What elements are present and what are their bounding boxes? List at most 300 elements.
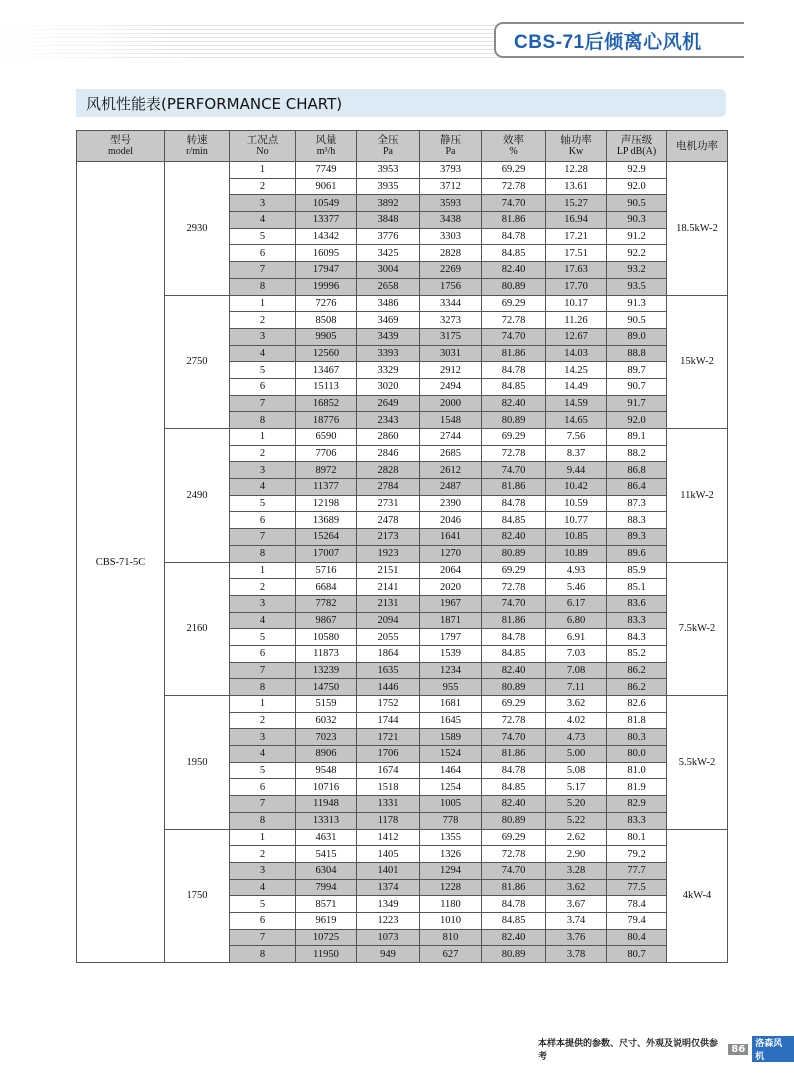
table-cell: 7276: [296, 295, 357, 312]
table-cell: 90.7: [607, 378, 667, 395]
table-cell: 5: [230, 762, 296, 779]
table-cell: 4: [230, 746, 296, 763]
table-cell: 9905: [296, 328, 357, 345]
table-cell: 3.67: [546, 896, 607, 913]
table-cell: 3469: [357, 312, 420, 329]
table-cell: 3439: [357, 328, 420, 345]
table-cell: 2649: [357, 395, 420, 412]
table-cell: 82.40: [482, 262, 546, 279]
table-cell: 7.11: [546, 679, 607, 696]
table-cell: 1: [230, 562, 296, 579]
table-cell: 77.7: [607, 862, 667, 879]
table-cell: 84.78: [482, 362, 546, 379]
table-cell: 16095: [296, 245, 357, 262]
table-cell: 80.1: [607, 829, 667, 846]
table-cell: 10.59: [546, 495, 607, 512]
table-cell: 13239: [296, 662, 357, 679]
table-cell: 7.03: [546, 645, 607, 662]
table-cell: 81.0: [607, 762, 667, 779]
table-cell: 3.62: [546, 879, 607, 896]
table-cell: 82.40: [482, 796, 546, 813]
table-cell: 1254: [420, 779, 482, 796]
table-cell: 778: [420, 812, 482, 829]
table-cell: 1756: [420, 278, 482, 295]
table-cell: 7: [230, 662, 296, 679]
table-cell: 4: [230, 879, 296, 896]
table-cell: 9867: [296, 612, 357, 629]
table-cell: 1234: [420, 662, 482, 679]
table-cell: 13.61: [546, 178, 607, 195]
table-cell: 7: [230, 929, 296, 946]
table-cell: 2.90: [546, 846, 607, 863]
table-cell: 4.93: [546, 562, 607, 579]
table-cell: 1349: [357, 896, 420, 913]
table-cell: 3793: [420, 162, 482, 179]
table-cell: 5: [230, 495, 296, 512]
table-header-row: [77, 131, 728, 162]
table-cell: 8571: [296, 896, 357, 913]
table-cell: 1073: [357, 929, 420, 946]
header-sound-level: 声压级 LP dB(A): [607, 131, 667, 162]
header-model: 型号 model: [77, 131, 165, 162]
table-cell: 1641: [420, 529, 482, 546]
table-cell: 4: [230, 479, 296, 496]
table-cell: 17947: [296, 262, 357, 279]
table-cell: 90.3: [607, 212, 667, 229]
table-cell: 1223: [357, 912, 420, 929]
table-cell: 7994: [296, 879, 357, 896]
table-cell: 7: [230, 796, 296, 813]
table-cell: 4.02: [546, 712, 607, 729]
table-cell: 92.0: [607, 178, 667, 195]
table-cell: 8: [230, 278, 296, 295]
table-cell: 3344: [420, 295, 482, 312]
table-cell: 81.86: [482, 746, 546, 763]
table-cell: 74.70: [482, 195, 546, 212]
table-cell: 86.2: [607, 679, 667, 696]
model-cell: CBS-71-5C: [77, 162, 165, 963]
motor-power-cell: 7.5kW-2: [667, 562, 728, 696]
table-cell: 84.85: [482, 512, 546, 529]
table-cell: 1871: [420, 612, 482, 629]
table-cell: 5.00: [546, 746, 607, 763]
header-speed: 转速 r/min: [165, 131, 230, 162]
table-cell: 1228: [420, 879, 482, 896]
table-cell: 6: [230, 779, 296, 796]
table-cell: 82.40: [482, 395, 546, 412]
table-cell: 80.89: [482, 278, 546, 295]
table-cell: 9548: [296, 762, 357, 779]
table-cell: 1797: [420, 629, 482, 646]
table-cell: 13467: [296, 362, 357, 379]
table-cell: 3712: [420, 178, 482, 195]
table-cell: 79.4: [607, 912, 667, 929]
table-cell: 81.8: [607, 712, 667, 729]
table-cell: 955: [420, 679, 482, 696]
table-cell: 1178: [357, 812, 420, 829]
table-cell: 84.85: [482, 378, 546, 395]
header-efficiency: 效率 %: [482, 131, 546, 162]
table-cell: 10.77: [546, 512, 607, 529]
table-cell: 90.5: [607, 195, 667, 212]
table-cell: 74.70: [482, 462, 546, 479]
table-cell: 83.3: [607, 612, 667, 629]
table-cell: 3.76: [546, 929, 607, 946]
table-cell: 11377: [296, 479, 357, 496]
table-cell: 2141: [357, 579, 420, 596]
table-cell: 4: [230, 612, 296, 629]
table-cell: 1331: [357, 796, 420, 813]
table-cell: 1674: [357, 762, 420, 779]
table-cell: 91.3: [607, 295, 667, 312]
table-cell: 8: [230, 412, 296, 429]
table-cell: 2094: [357, 612, 420, 629]
table-cell: 17.21: [546, 228, 607, 245]
page-title: CBS-71后倾离心风机: [514, 31, 702, 53]
table-cell: 91.2: [607, 228, 667, 245]
table-cell: 4: [230, 345, 296, 362]
header-airflow: 风量 m³/h: [296, 131, 357, 162]
table-cell: 18776: [296, 412, 357, 429]
table-cell: 72.78: [482, 846, 546, 863]
table-cell: 1864: [357, 645, 420, 662]
table-cell: 6.91: [546, 629, 607, 646]
header-static-pressure: 静压 Pa: [420, 131, 482, 162]
table-cell: 84.78: [482, 762, 546, 779]
table-cell: 12.28: [546, 162, 607, 179]
table-cell: 5.22: [546, 812, 607, 829]
table-cell: 5.17: [546, 779, 607, 796]
table-cell: 14.49: [546, 378, 607, 395]
table-cell: 15264: [296, 529, 357, 546]
table-cell: 2390: [420, 495, 482, 512]
table-cell: 6032: [296, 712, 357, 729]
table-cell: 3486: [357, 295, 420, 312]
table-cell: 2151: [357, 562, 420, 579]
table-cell: 84.78: [482, 896, 546, 913]
table-cell: 2860: [357, 429, 420, 446]
table-cell: 2.62: [546, 829, 607, 846]
table-cell: 5159: [296, 696, 357, 713]
table-cell: 2046: [420, 512, 482, 529]
table-cell: 7.08: [546, 662, 607, 679]
table-cell: 8: [230, 812, 296, 829]
table-cell: 93.2: [607, 262, 667, 279]
table-cell: 1270: [420, 545, 482, 562]
table-cell: 92.0: [607, 412, 667, 429]
table-cell: 1645: [420, 712, 482, 729]
table-cell: 3329: [357, 362, 420, 379]
table-cell: 3425: [357, 245, 420, 262]
table-cell: 74.70: [482, 862, 546, 879]
table-cell: 10.42: [546, 479, 607, 496]
table-cell: 5415: [296, 846, 357, 863]
table-row: [77, 696, 728, 713]
table-cell: 84.78: [482, 228, 546, 245]
table-cell: 16852: [296, 395, 357, 412]
table-cell: 1744: [357, 712, 420, 729]
table-cell: 83.3: [607, 812, 667, 829]
table-cell: 1401: [357, 862, 420, 879]
table-cell: 3: [230, 729, 296, 746]
table-cell: 14.03: [546, 345, 607, 362]
table-cell: 1635: [357, 662, 420, 679]
table-cell: 80.89: [482, 545, 546, 562]
table-cell: 6: [230, 378, 296, 395]
table-cell: 7: [230, 395, 296, 412]
table-cell: 2: [230, 712, 296, 729]
table-cell: 2064: [420, 562, 482, 579]
table-cell: 1706: [357, 746, 420, 763]
table-cell: 14.59: [546, 395, 607, 412]
table-cell: 11.26: [546, 312, 607, 329]
header-shaft-power: 轴功率 Kw: [546, 131, 607, 162]
table-cell: 5.08: [546, 762, 607, 779]
table-cell: 7: [230, 262, 296, 279]
table-cell: 2173: [357, 529, 420, 546]
table-row: [77, 829, 728, 846]
table-cell: 72.78: [482, 312, 546, 329]
table-cell: 82.40: [482, 929, 546, 946]
table-cell: 1464: [420, 762, 482, 779]
table-cell: 7: [230, 529, 296, 546]
table-cell: 84.85: [482, 645, 546, 662]
table-row: [77, 162, 728, 179]
table-cell: 6: [230, 245, 296, 262]
table-cell: 84.78: [482, 495, 546, 512]
table-cell: 7706: [296, 445, 357, 462]
table-cell: 80.89: [482, 946, 546, 963]
table-cell: 6: [230, 912, 296, 929]
performance-table: [76, 130, 728, 963]
page-number: 86: [728, 1044, 748, 1055]
table-cell: 81.86: [482, 612, 546, 629]
table-cell: 3175: [420, 328, 482, 345]
footer: [538, 1036, 794, 1062]
table-body: [77, 162, 728, 963]
header-motor-power: 电机功率: [667, 131, 728, 162]
table-cell: 1010: [420, 912, 482, 929]
table-cell: 2343: [357, 412, 420, 429]
table-cell: 72.78: [482, 712, 546, 729]
table-row: [77, 562, 728, 579]
table-cell: 10549: [296, 195, 357, 212]
table-cell: 17.70: [546, 278, 607, 295]
table-cell: 83.6: [607, 595, 667, 612]
table-cell: 6.17: [546, 595, 607, 612]
table-cell: 88.2: [607, 445, 667, 462]
table-cell: 1005: [420, 796, 482, 813]
table-cell: 80.0: [607, 746, 667, 763]
table-cell: 91.7: [607, 395, 667, 412]
table-cell: 1: [230, 696, 296, 713]
table-cell: 72.78: [482, 178, 546, 195]
table-cell: 1: [230, 829, 296, 846]
table-cell: 89.1: [607, 429, 667, 446]
table-cell: 3273: [420, 312, 482, 329]
table-cell: 5: [230, 896, 296, 913]
table-cell: 1923: [357, 545, 420, 562]
table-cell: 82.9: [607, 796, 667, 813]
table-cell: 3.78: [546, 946, 607, 963]
table-cell: 2: [230, 312, 296, 329]
table-cell: 3: [230, 462, 296, 479]
table-cell: 4.73: [546, 729, 607, 746]
table-cell: 2131: [357, 595, 420, 612]
table-cell: 89.0: [607, 328, 667, 345]
table-cell: 2055: [357, 629, 420, 646]
table-cell: 85.9: [607, 562, 667, 579]
table-cell: 80.4: [607, 929, 667, 946]
table-cell: 2020: [420, 579, 482, 596]
table-cell: 2744: [420, 429, 482, 446]
header-point: 工况点 No: [230, 131, 296, 162]
table-cell: 1589: [420, 729, 482, 746]
table-cell: 84.3: [607, 629, 667, 646]
table-cell: 1405: [357, 846, 420, 863]
table-cell: 92.2: [607, 245, 667, 262]
table-cell: 5.46: [546, 579, 607, 596]
table-cell: 8: [230, 946, 296, 963]
section-header: [76, 89, 726, 117]
table-cell: 2612: [420, 462, 482, 479]
table-cell: 1355: [420, 829, 482, 846]
table-cell: 14750: [296, 679, 357, 696]
table-cell: 1539: [420, 645, 482, 662]
table-cell: 1412: [357, 829, 420, 846]
table-cell: 11948: [296, 796, 357, 813]
footer-note: 本样本提供的参数、尺寸、外观及说明仅供参考: [538, 1039, 719, 1062]
motor-power-cell: 4kW-4: [667, 829, 728, 963]
table-cell: 2784: [357, 479, 420, 496]
table-cell: 2731: [357, 495, 420, 512]
table-cell: 80.89: [482, 812, 546, 829]
table-cell: 89.3: [607, 529, 667, 546]
table-cell: 4: [230, 212, 296, 229]
table-cell: 3: [230, 595, 296, 612]
speed-cell: 2490: [165, 429, 230, 563]
table-cell: 14.25: [546, 362, 607, 379]
table-cell: 2269: [420, 262, 482, 279]
table-row: [77, 429, 728, 446]
table-cell: 82.40: [482, 662, 546, 679]
motor-power-cell: 18.5kW-2: [667, 162, 728, 296]
table-cell: 1752: [357, 696, 420, 713]
table-cell: 2494: [420, 378, 482, 395]
table-cell: 82.6: [607, 696, 667, 713]
table-cell: 13313: [296, 812, 357, 829]
table-cell: 14342: [296, 228, 357, 245]
table-cell: 6684: [296, 579, 357, 596]
table-cell: 2912: [420, 362, 482, 379]
table-cell: 81.86: [482, 345, 546, 362]
table-cell: 10725: [296, 929, 357, 946]
speed-cell: 1950: [165, 696, 230, 830]
table-cell: 3020: [357, 378, 420, 395]
table-cell: 81.86: [482, 212, 546, 229]
table-cell: 3004: [357, 262, 420, 279]
table-cell: 84.85: [482, 779, 546, 796]
table-cell: 3.74: [546, 912, 607, 929]
table-cell: 9061: [296, 178, 357, 195]
speed-cell: 1750: [165, 829, 230, 963]
header-total-pressure: 全压 Pa: [357, 131, 420, 162]
table-cell: 13689: [296, 512, 357, 529]
table-cell: 10716: [296, 779, 357, 796]
table-cell: 3776: [357, 228, 420, 245]
table-cell: 10.17: [546, 295, 607, 312]
table-cell: 1326: [420, 846, 482, 863]
header-title-box: [494, 22, 744, 58]
section-title: 风机性能表(PERFORMANCE CHART): [86, 94, 343, 113]
table-cell: 1681: [420, 696, 482, 713]
table-cell: 82.40: [482, 529, 546, 546]
table-cell: 10.89: [546, 545, 607, 562]
speed-cell: 2750: [165, 295, 230, 429]
table-cell: 2658: [357, 278, 420, 295]
table-cell: 1: [230, 162, 296, 179]
table-cell: 85.1: [607, 579, 667, 596]
table-cell: 13377: [296, 212, 357, 229]
table-cell: 6590: [296, 429, 357, 446]
table-cell: 87.3: [607, 495, 667, 512]
table-cell: 85.2: [607, 645, 667, 662]
table-cell: 72.78: [482, 445, 546, 462]
table-cell: 88.3: [607, 512, 667, 529]
table-cell: 4631: [296, 829, 357, 846]
table-cell: 74.70: [482, 328, 546, 345]
table-cell: 949: [357, 946, 420, 963]
table-cell: 84.85: [482, 245, 546, 262]
motor-power-cell: 11kW-2: [667, 429, 728, 563]
table-cell: 7782: [296, 595, 357, 612]
table-cell: 11950: [296, 946, 357, 963]
table-cell: 1524: [420, 746, 482, 763]
table-cell: 69.29: [482, 429, 546, 446]
brand-badge: 洛森风机: [752, 1036, 794, 1062]
table-cell: 69.29: [482, 696, 546, 713]
table-cell: 3848: [357, 212, 420, 229]
table-cell: 74.70: [482, 595, 546, 612]
table-cell: 1721: [357, 729, 420, 746]
table-cell: 84.78: [482, 629, 546, 646]
table-cell: 88.8: [607, 345, 667, 362]
table-cell: 2846: [357, 445, 420, 462]
table-cell: 6: [230, 645, 296, 662]
table-cell: 3: [230, 195, 296, 212]
table-cell: 80.3: [607, 729, 667, 746]
table-cell: 86.4: [607, 479, 667, 496]
table-cell: 8906: [296, 746, 357, 763]
table-cell: 6: [230, 512, 296, 529]
table-cell: 627: [420, 946, 482, 963]
table-cell: 9.44: [546, 462, 607, 479]
table-cell: 9619: [296, 912, 357, 929]
table-cell: 3303: [420, 228, 482, 245]
table-cell: 19996: [296, 278, 357, 295]
table-cell: 2000: [420, 395, 482, 412]
table-cell: 12198: [296, 495, 357, 512]
table-cell: 80.7: [607, 946, 667, 963]
table-cell: 2478: [357, 512, 420, 529]
table-cell: 1374: [357, 879, 420, 896]
table-cell: 10.85: [546, 529, 607, 546]
table-cell: 92.9: [607, 162, 667, 179]
table-cell: 8: [230, 679, 296, 696]
table-cell: 74.70: [482, 729, 546, 746]
table-cell: 12.67: [546, 328, 607, 345]
table-cell: 2685: [420, 445, 482, 462]
